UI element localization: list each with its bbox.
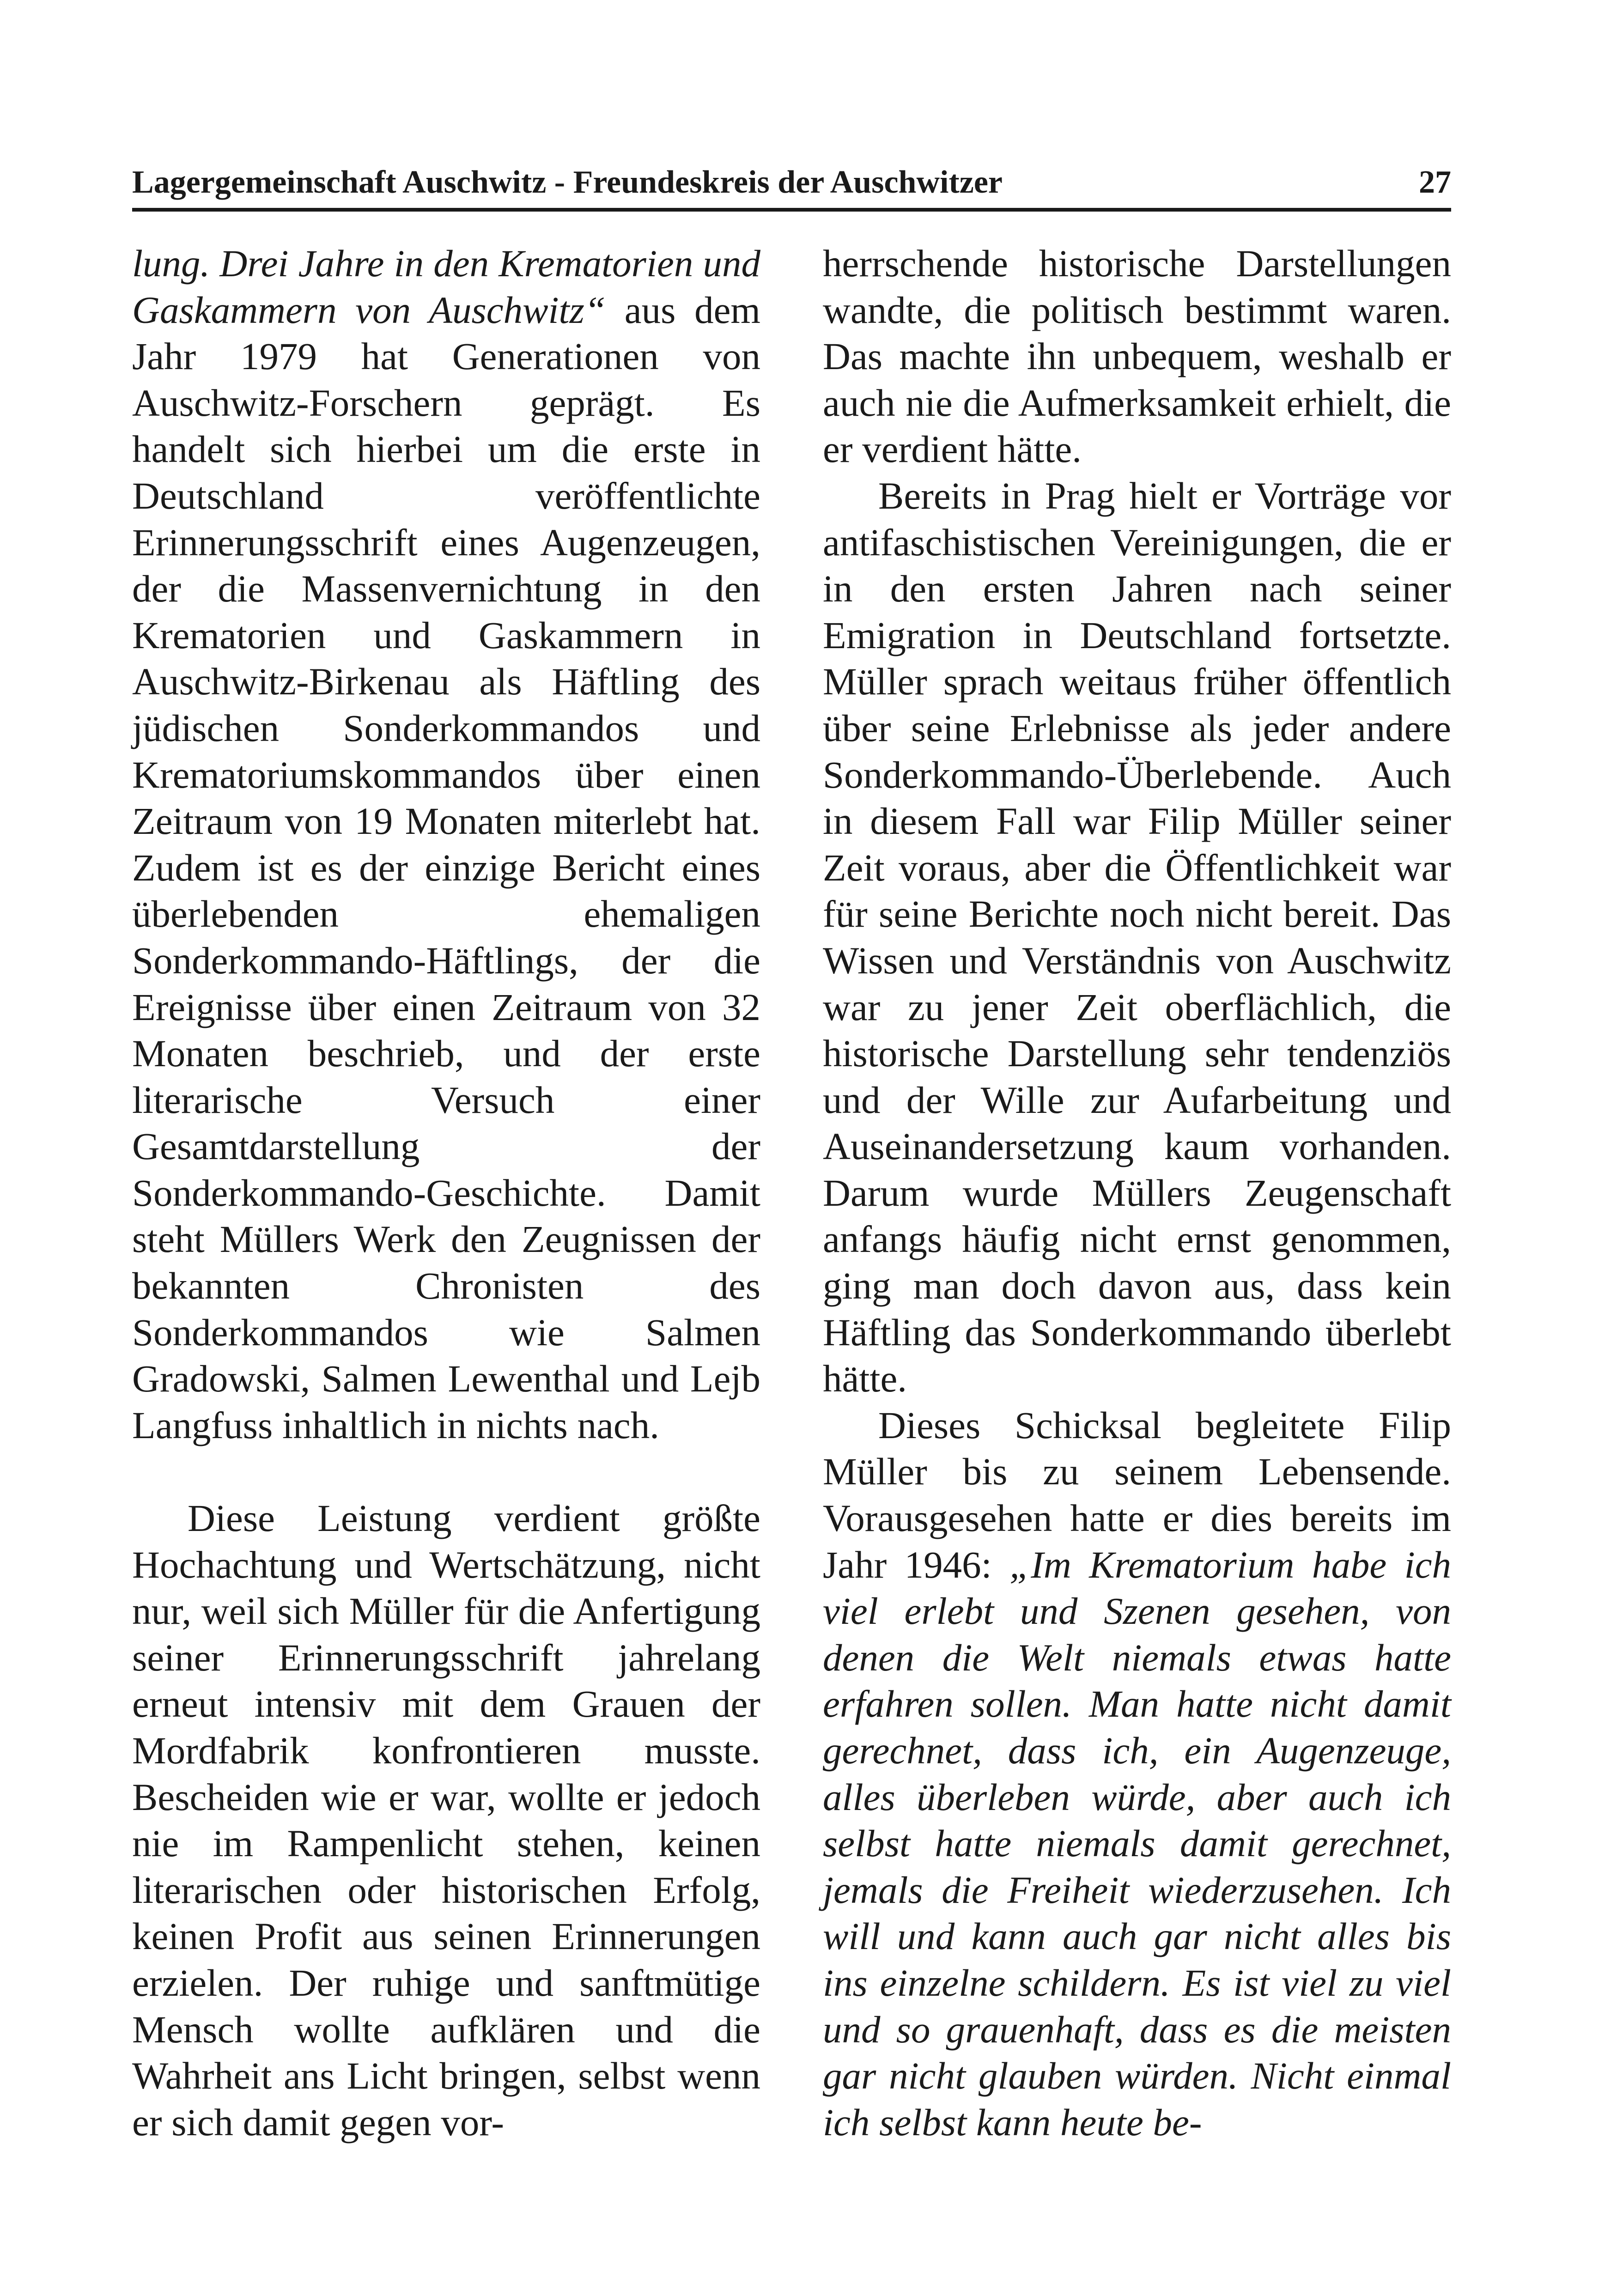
- book-title-italic: lung. Drei Jahre in den Krematorien und Gaskammern von Auschwitz“: [132, 242, 760, 331]
- right-paragraph-3-text: Dieses Schicksal begleitete Filip Müller bis zu seinem Lebensende. Vorausgesehen hatte er dies bereits im Jahr 1946:: [823, 1403, 1451, 1586]
- left-paragraph-1: [132, 240, 760, 1448]
- right-paragraph-3: [823, 1402, 1451, 2146]
- right-paragraph-1: herrschende historische Darstellungen wandte, die politisch bestimmt waren. Das machte ihn unbequem, weshalb er auch nie die Aufmerksamkeit erhielt, die er verdient hätte.: [823, 242, 1451, 471]
- right-column: [823, 240, 1451, 2145]
- left-column: [132, 240, 760, 2145]
- right-paragraph-2: Bereits in Prag hielt er Vorträge vor antifaschistischen Vereinigungen, die er in den ersten Jahren nach seiner Emigration in Deutschland fortsetzte. Müller sprach weitaus früher öffentlich über seine Erlebnisse als jeder andere Sonderkommando-Überlebende. Auch in diesem Fall war Filip Müller seiner Zeit voraus, aber die Öffentlichkeit war für seine Berichte noch nicht bereit. Das Wissen und Verständnis von Auschwitz war zu jener Zeit oberflächlich, die historische Darstellung sehr tendenziös und der Wille zur Aufarbeitung und Auseinandersetzung kaum vorhanden. Darum wurde Müllers Zeugenschaft anfangs häufig nicht ernst genommen, ging man doch davon aus, dass kein Häftling das Sonderkommando überlebt hätte.: [823, 474, 1451, 1400]
- page-number: 27: [1419, 164, 1451, 200]
- left-paragraph-2: Diese Leistung verdient größte Hochachtung und Wertschätzung, nicht nur, weil sich Müller für die Anfertigung seiner Erinnerungsschrift jahrelang erneut intensiv mit dem Grauen der Mordfabrik konfrontieren musste. Bescheiden wie er war, wollte er jedoch nie im Rampenlicht stehen, keinen literarischen oder historischen Erfolg, keinen Profit aus seinen Erinnerungen erzielen. Der ruhige und sanftmütige Mensch wollte aufklären und die Wahrheit ans Licht bringen, selbst wenn er sich damit gegen vor-: [132, 1497, 760, 2144]
- quote-italic: „Im Krematorium habe ich viel erlebt und Szenen gesehen, von denen die Welt niemals etwas hatte erfahren sollen. Man hatte nicht damit gerechnet, dass ich, ein Augenzeuge, alles überleben würde, aber auch ich selbst hatte niemals damit gerechnet, jemals die Freiheit wiederzusehen. Ich will und kann auch gar nicht alles bis ins einzelne schildern. Es ist viel zu viel und so grauenhaft, dass es die meisten gar nicht glauben würden. Nicht einmal ich selbst kann heute be-: [823, 1543, 1451, 2144]
- header-title: Lagergemeinschaft Auschwitz - Freundeskreis der Auschwitzer: [132, 164, 1003, 200]
- running-header: [132, 152, 1451, 212]
- left-paragraph-1-text: aus dem Jahr 1979 hat Generationen von Auschwitz-Forschern geprägt. Es handelt sich hierbei um die erste in Deutschland veröffentlichte Erinnerungsschrift eines Augenzeugen, der die Massenvernichtung in den Krematorien und Gaskammern in Auschwitz-Birkenau als Häftling des jüdischen Sonderkommandos und Krematoriumskommandos über einen Zeitraum von 19 Monaten miterlebt hat. Zudem ist es der einzige Bericht eines überlebenden ehemaligen Sonderkommando-Häftlings, der die Ereignisse über einen Zeitraum von 32 Monaten beschrieb, und der erste literarische Versuch einer Gesamtdarstellung der Sonderkommando-Geschichte. Damit steht Müllers Werk den Zeugnissen der bekannten Chronisten des Sonderkommandos wie Salmen Gradowski, Salmen Lewenthal und Lejb Langfuss inhaltlich in nichts nach.: [132, 288, 760, 1446]
